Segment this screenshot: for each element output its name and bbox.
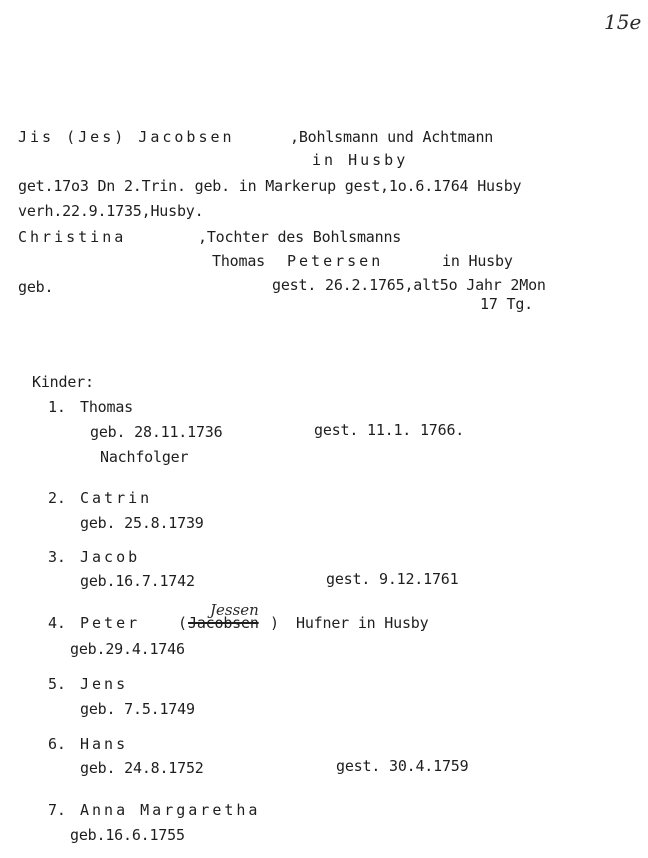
child-surname-correction: Jessen xyxy=(210,601,259,619)
child-surname-struck: Jacobsen xyxy=(188,614,259,632)
person-birth-death: get.17o3 Dn 2.Trin. geb. in Markerup gest,1o.6.1764 Husby xyxy=(18,177,522,195)
spouse-father-first: Thomas xyxy=(212,252,265,270)
person-name: Jis (Jes) Jacobsen xyxy=(18,128,235,146)
spouse-died-cont: 17 Tg. xyxy=(480,295,533,313)
child-number: 3. xyxy=(48,548,66,566)
child-note: Nachfolger xyxy=(100,448,189,466)
spouse-description: ,Tochter des Bohlsmanns xyxy=(198,228,402,246)
child-born: geb.16.6.1755 xyxy=(70,826,185,844)
child-number: 2. xyxy=(48,489,66,507)
child-number: 1. xyxy=(48,398,66,416)
child-born: geb. 7.5.1749 xyxy=(80,700,195,718)
child-name: Catrin xyxy=(80,489,153,507)
child-number: 6. xyxy=(48,735,66,753)
page-number: 15e xyxy=(604,10,642,34)
child-born: geb.16.7.1742 xyxy=(80,572,195,590)
child-name: Jacob xyxy=(80,548,141,566)
person-marriage: verh.22.9.1735,Husby. xyxy=(18,202,204,220)
child-paren-open: ( xyxy=(178,614,187,632)
child-name: Anna Margaretha xyxy=(80,801,261,819)
spouse-name: Christina xyxy=(18,228,127,246)
child-born: geb. 28.11.1736 xyxy=(90,423,223,441)
child-name: Jens xyxy=(80,675,129,693)
child-born: geb. 24.8.1752 xyxy=(80,759,204,777)
child-died: gest. 9.12.1761 xyxy=(326,570,459,588)
child-name: Thomas xyxy=(80,398,133,416)
person-occupation: ,Bohlsmann und Achtmann xyxy=(290,128,494,146)
child-number: 7. xyxy=(48,801,66,819)
spouse-father-place: in Husby xyxy=(442,252,513,270)
spouse-died: gest. 26.2.1765,alt5o Jahr 2Mon xyxy=(272,276,546,294)
spouse-born: geb. xyxy=(18,278,54,296)
child-died: gest. 11.1. 1766. xyxy=(314,421,465,439)
spouse-father-last: Petersen xyxy=(287,252,384,270)
child-paren-close: ) xyxy=(270,614,279,632)
child-born: geb. 25.8.1739 xyxy=(80,514,204,532)
children-heading: Kinder: xyxy=(32,373,94,391)
child-died: gest. 30.4.1759 xyxy=(336,757,469,775)
child-born: geb.29.4.1746 xyxy=(70,640,185,658)
child-name: Hans xyxy=(80,735,129,753)
child-number: 5. xyxy=(48,675,66,693)
child-name: Peter xyxy=(80,614,141,632)
child-note: Hufner in Husby xyxy=(296,614,429,632)
person-place: in Husby xyxy=(312,151,409,169)
child-number: 4. xyxy=(48,614,66,632)
